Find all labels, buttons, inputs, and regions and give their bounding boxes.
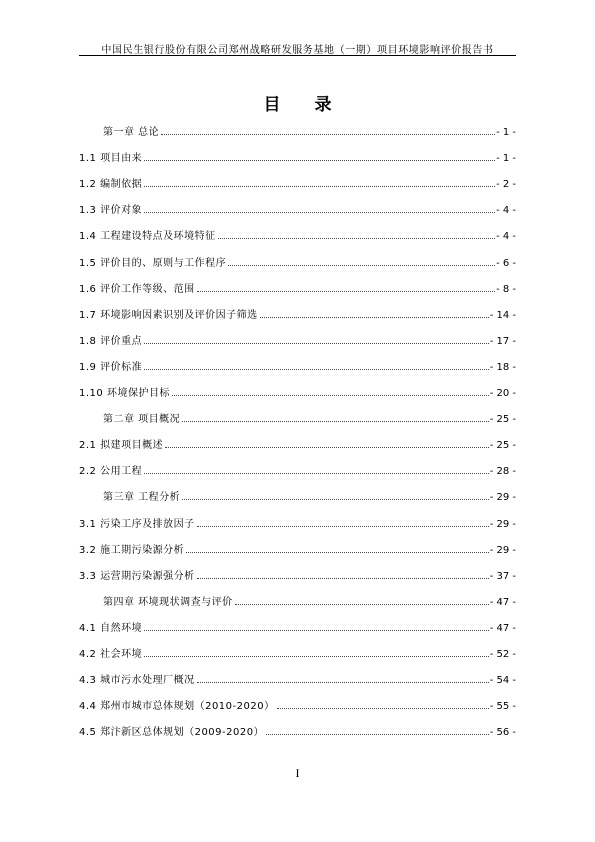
toc-dot-leader [144, 629, 489, 631]
toc-entry-page: - 18 - [489, 361, 516, 373]
toc-entry-label: 4.3 城市污水处理厂概况 [79, 675, 195, 687]
toc-section-entry[interactable] [79, 174, 516, 190]
toc-entry-page: - 2 - [496, 179, 516, 191]
toc-chapter-entry[interactable] [79, 122, 516, 138]
toc-dot-leader [260, 316, 489, 318]
toc-entry-page: - 4 - [496, 231, 516, 243]
page-number: I [295, 766, 300, 780]
toc-dot-leader [197, 577, 489, 579]
toc-entry-label: 1.10 环境保护目标 [79, 388, 170, 399]
page-title: 目 录 [263, 95, 346, 115]
toc-dot-leader [172, 394, 489, 396]
toc-entry-label: 4.4 郑州市城市总体规划（2010-2020） [79, 701, 275, 713]
toc-dot-leader [165, 446, 489, 448]
toc-dot-leader [182, 420, 489, 422]
toc-section-entry[interactable] [79, 226, 516, 242]
toc-section-entry[interactable] [79, 722, 516, 738]
toc-entry-page: - 47 - [489, 596, 516, 608]
toc-entry-label: 1.9 评价标准 [79, 361, 143, 373]
toc-entry-page: - 54 - [489, 675, 516, 687]
toc-section-entry[interactable] [79, 644, 516, 660]
toc-entry-label: 4.1 自然环境 [79, 622, 143, 634]
toc-entry-label: 1.4 工程建设特点及环境特征 [79, 231, 216, 243]
toc-entry-label: 4.2 社会环境 [79, 649, 143, 660]
toc-section-entry[interactable] [79, 670, 516, 686]
toc-section-entry[interactable] [79, 200, 516, 216]
toc-entry-page: - 1 - [496, 153, 516, 165]
toc-section-entry[interactable] [79, 461, 516, 477]
toc-entry-label: 1.2 编制依据 [79, 179, 143, 191]
toc-dot-leader [228, 264, 495, 266]
toc-entry-label: 第四章 环境现状调查与评价 [103, 596, 233, 608]
toc-entry-page: - 25 - [489, 414, 516, 426]
toc-section-entry[interactable] [79, 540, 516, 556]
toc-entry-page: - 20 - [489, 388, 516, 399]
toc-chapter-entry[interactable] [79, 409, 516, 425]
toc-entry-page: - 37 - [489, 570, 516, 582]
toc-entry-label: 第一章 总论 [103, 127, 160, 138]
toc-section-entry[interactable] [79, 435, 516, 451]
toc-section-entry[interactable] [79, 696, 516, 712]
toc-entry-label: 3.1 污染工序及排放因子 [79, 518, 195, 530]
toc-entry-page: - 1 - [496, 127, 516, 138]
toc-entry-page: - 8 - [496, 283, 516, 295]
toc-section-entry[interactable] [79, 514, 516, 530]
toc-entry-label: 2.1 拟建项目概述 [79, 440, 164, 452]
toc-dot-leader [197, 525, 489, 527]
toc-chapter-entry[interactable] [79, 487, 516, 503]
toc-entry-page: - 4 - [496, 205, 516, 217]
toc-entry-page: - 29 - [489, 492, 516, 504]
toc-section-entry[interactable] [79, 618, 516, 634]
toc-entry-label: 3.3 运营期污染源强分析 [79, 570, 195, 582]
toc-dot-leader [182, 498, 489, 500]
toc-entry-label: 1.1 项目由来 [79, 153, 143, 165]
toc-dot-leader [186, 551, 489, 553]
toc-dot-leader [144, 159, 495, 161]
toc-section-entry[interactable] [79, 383, 516, 399]
toc-entry-page: - 29 - [489, 544, 516, 556]
toc-section-entry[interactable] [79, 305, 516, 321]
toc-entry-label: 1.6 评价工作等级、范围 [79, 283, 195, 295]
toc-dot-leader [277, 707, 489, 709]
toc-entry-page: - 52 - [489, 649, 516, 660]
toc-dot-leader [144, 472, 489, 474]
toc-dot-leader [235, 603, 489, 605]
toc-dot-leader [197, 681, 489, 683]
toc-entry-label: 1.8 评价重点 [79, 335, 143, 347]
toc-entry-page: - 55 - [489, 701, 516, 713]
toc-dot-leader [161, 133, 495, 135]
toc-section-entry[interactable] [79, 566, 516, 582]
toc-entry-page: - 25 - [489, 440, 516, 452]
toc-dot-leader [266, 733, 489, 735]
toc-section-entry[interactable] [79, 279, 516, 295]
running-header: 中国民生银行股份有限公司郑州战略研发服务基地（一期）项目环境影响评价报告书 [101, 45, 494, 56]
toc-dot-leader [144, 185, 495, 187]
toc-entry-page: - 6 - [496, 257, 516, 269]
toc-entry-label: 4.5 郑汴新区总体规划（2009-2020） [79, 727, 265, 739]
toc-section-entry[interactable] [79, 357, 516, 373]
toc-entry-label: 第二章 项目概况 [103, 414, 181, 426]
toc-entry-label: 3.2 施工期污染源分析 [79, 544, 185, 556]
toc-entry-page: - 14 - [489, 309, 516, 321]
header-divider [79, 55, 516, 56]
toc-entry-label: 1.3 评价对象 [79, 205, 143, 217]
toc-dot-leader [144, 342, 489, 344]
toc-entry-page: - 47 - [489, 622, 516, 634]
toc-dot-leader [144, 368, 489, 370]
toc-entry-page: - 29 - [489, 518, 516, 530]
toc-dot-leader [218, 237, 495, 239]
toc-dot-leader [144, 655, 489, 657]
toc-entry-page: - 17 - [489, 335, 516, 347]
toc-dot-leader [144, 211, 495, 213]
toc-chapter-entry[interactable] [79, 592, 516, 608]
toc-section-entry[interactable] [79, 331, 516, 347]
toc-section-entry[interactable] [79, 148, 516, 164]
toc-entry-label: 第三章 工程分析 [103, 492, 181, 504]
toc-entry-page: - 56 - [489, 727, 516, 739]
toc-entry-label: 2.2 公用工程 [79, 466, 143, 478]
toc-entry-label: 1.5 评价目的、原则与工作程序 [79, 257, 227, 269]
toc-entry-page: - 28 - [489, 466, 516, 478]
toc-dot-leader [197, 290, 495, 292]
toc-section-entry[interactable] [79, 253, 516, 269]
toc-entry-label: 1.7 环境影响因素识别及评价因子筛选 [79, 309, 258, 321]
